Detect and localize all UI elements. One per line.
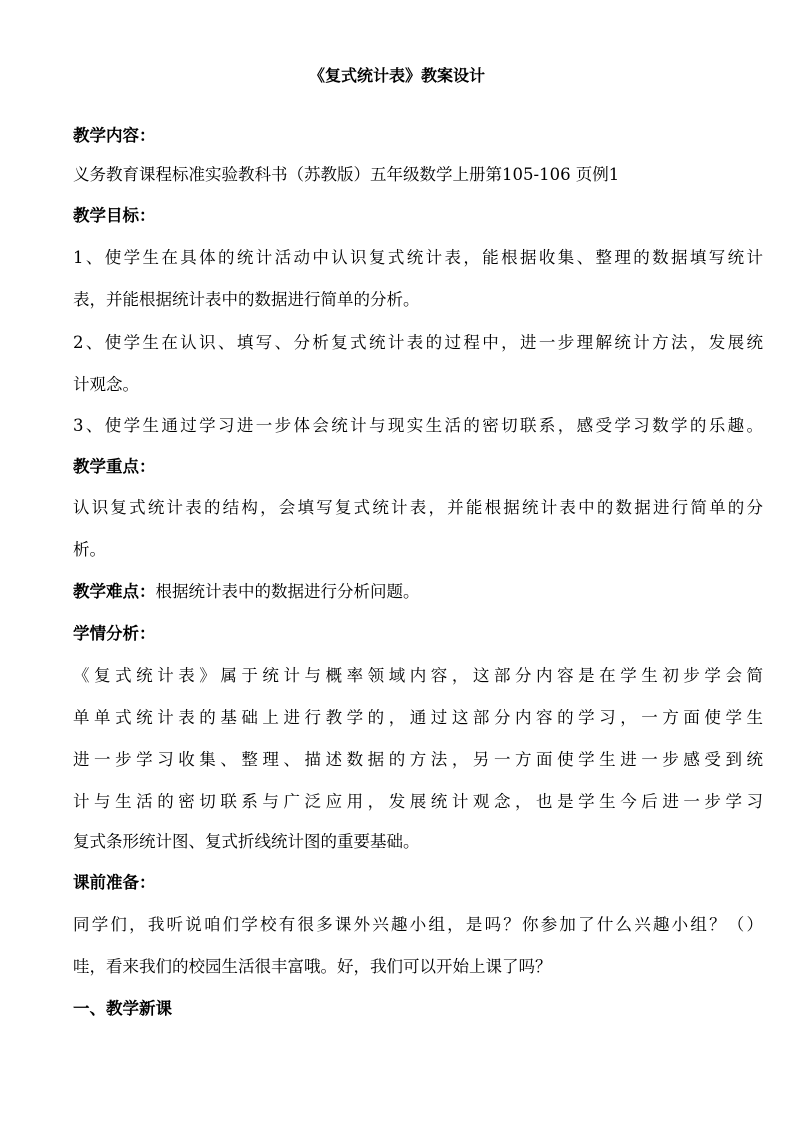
key-heading: 教学重点：: [73, 457, 156, 476]
prep-heading: 课前准备：: [73, 873, 156, 892]
key-text-line-2: 析。: [73, 540, 106, 559]
content-heading: 教学内容：: [73, 126, 156, 145]
section-1-heading: 一、教学新课: [73, 999, 172, 1018]
analysis-line-4: 计与生活的密切联系与广泛应用，发展统计观念，也是学生今后进一步学习: [73, 792, 763, 811]
content-text: 义务教育课程标准实验教科书（苏教版）五年级数学上册第105-106 页例1: [73, 165, 620, 184]
goal-1-line-2: 表，并能根据统计表中的数据进行简单的分析。: [73, 290, 420, 309]
difficulty-text: 根据统计表中的数据进行分析问题。: [155, 582, 420, 601]
analysis-line-2: 单单式统计表的基础上进行教学的，通过这部分内容的学习，一方面使学生: [73, 708, 763, 727]
goal-2-line-1: 2、使学生在认识、填写、分析复式统计表的过程中，进一步理解统计方法，发展统: [73, 333, 763, 352]
analysis-line-3: 进一步学习收集、整理、描述数据的方法，另一方面使学生进一步感受到统: [73, 750, 763, 769]
goal-1-line-1: 1、使学生在具体的统计活动中认识复式统计表，能根据收集、整理的数据填写统计: [73, 248, 763, 267]
goals-heading: 教学目标：: [73, 206, 156, 225]
goal-2-line-2: 计观念。: [73, 375, 139, 394]
analysis-line-5: 复式条形统计图、复式折线统计图的重要基础。: [73, 832, 420, 851]
key-text-line-1: 认识复式统计表的结构，会填写复式统计表，并能根据统计表中的数据进行简单的分: [73, 498, 763, 517]
difficulty-heading: 教学难点：: [73, 582, 156, 601]
document-title: 《复式统计表》教案设计: [308, 66, 485, 85]
prep-line-2: 哇，看来我们的校园生活很丰富哦。好，我们可以开始上课了吗？: [73, 957, 552, 976]
analysis-line-1: 《复式统计表》属于统计与概率领域内容，这部分内容是在学生初步学会简: [73, 666, 763, 685]
prep-line-1: 同学们，我听说咱们学校有很多课外兴趣小组，是吗？你参加了什么兴趣小组？（）: [73, 915, 763, 934]
analysis-heading: 学情分析：: [73, 624, 156, 643]
goal-3-line-1: 3、使学生通过学习进一步体会统计与现实生活的密切联系，感受学习数学的乐趣。: [73, 416, 763, 435]
difficulty-row: [73, 580, 763, 604]
